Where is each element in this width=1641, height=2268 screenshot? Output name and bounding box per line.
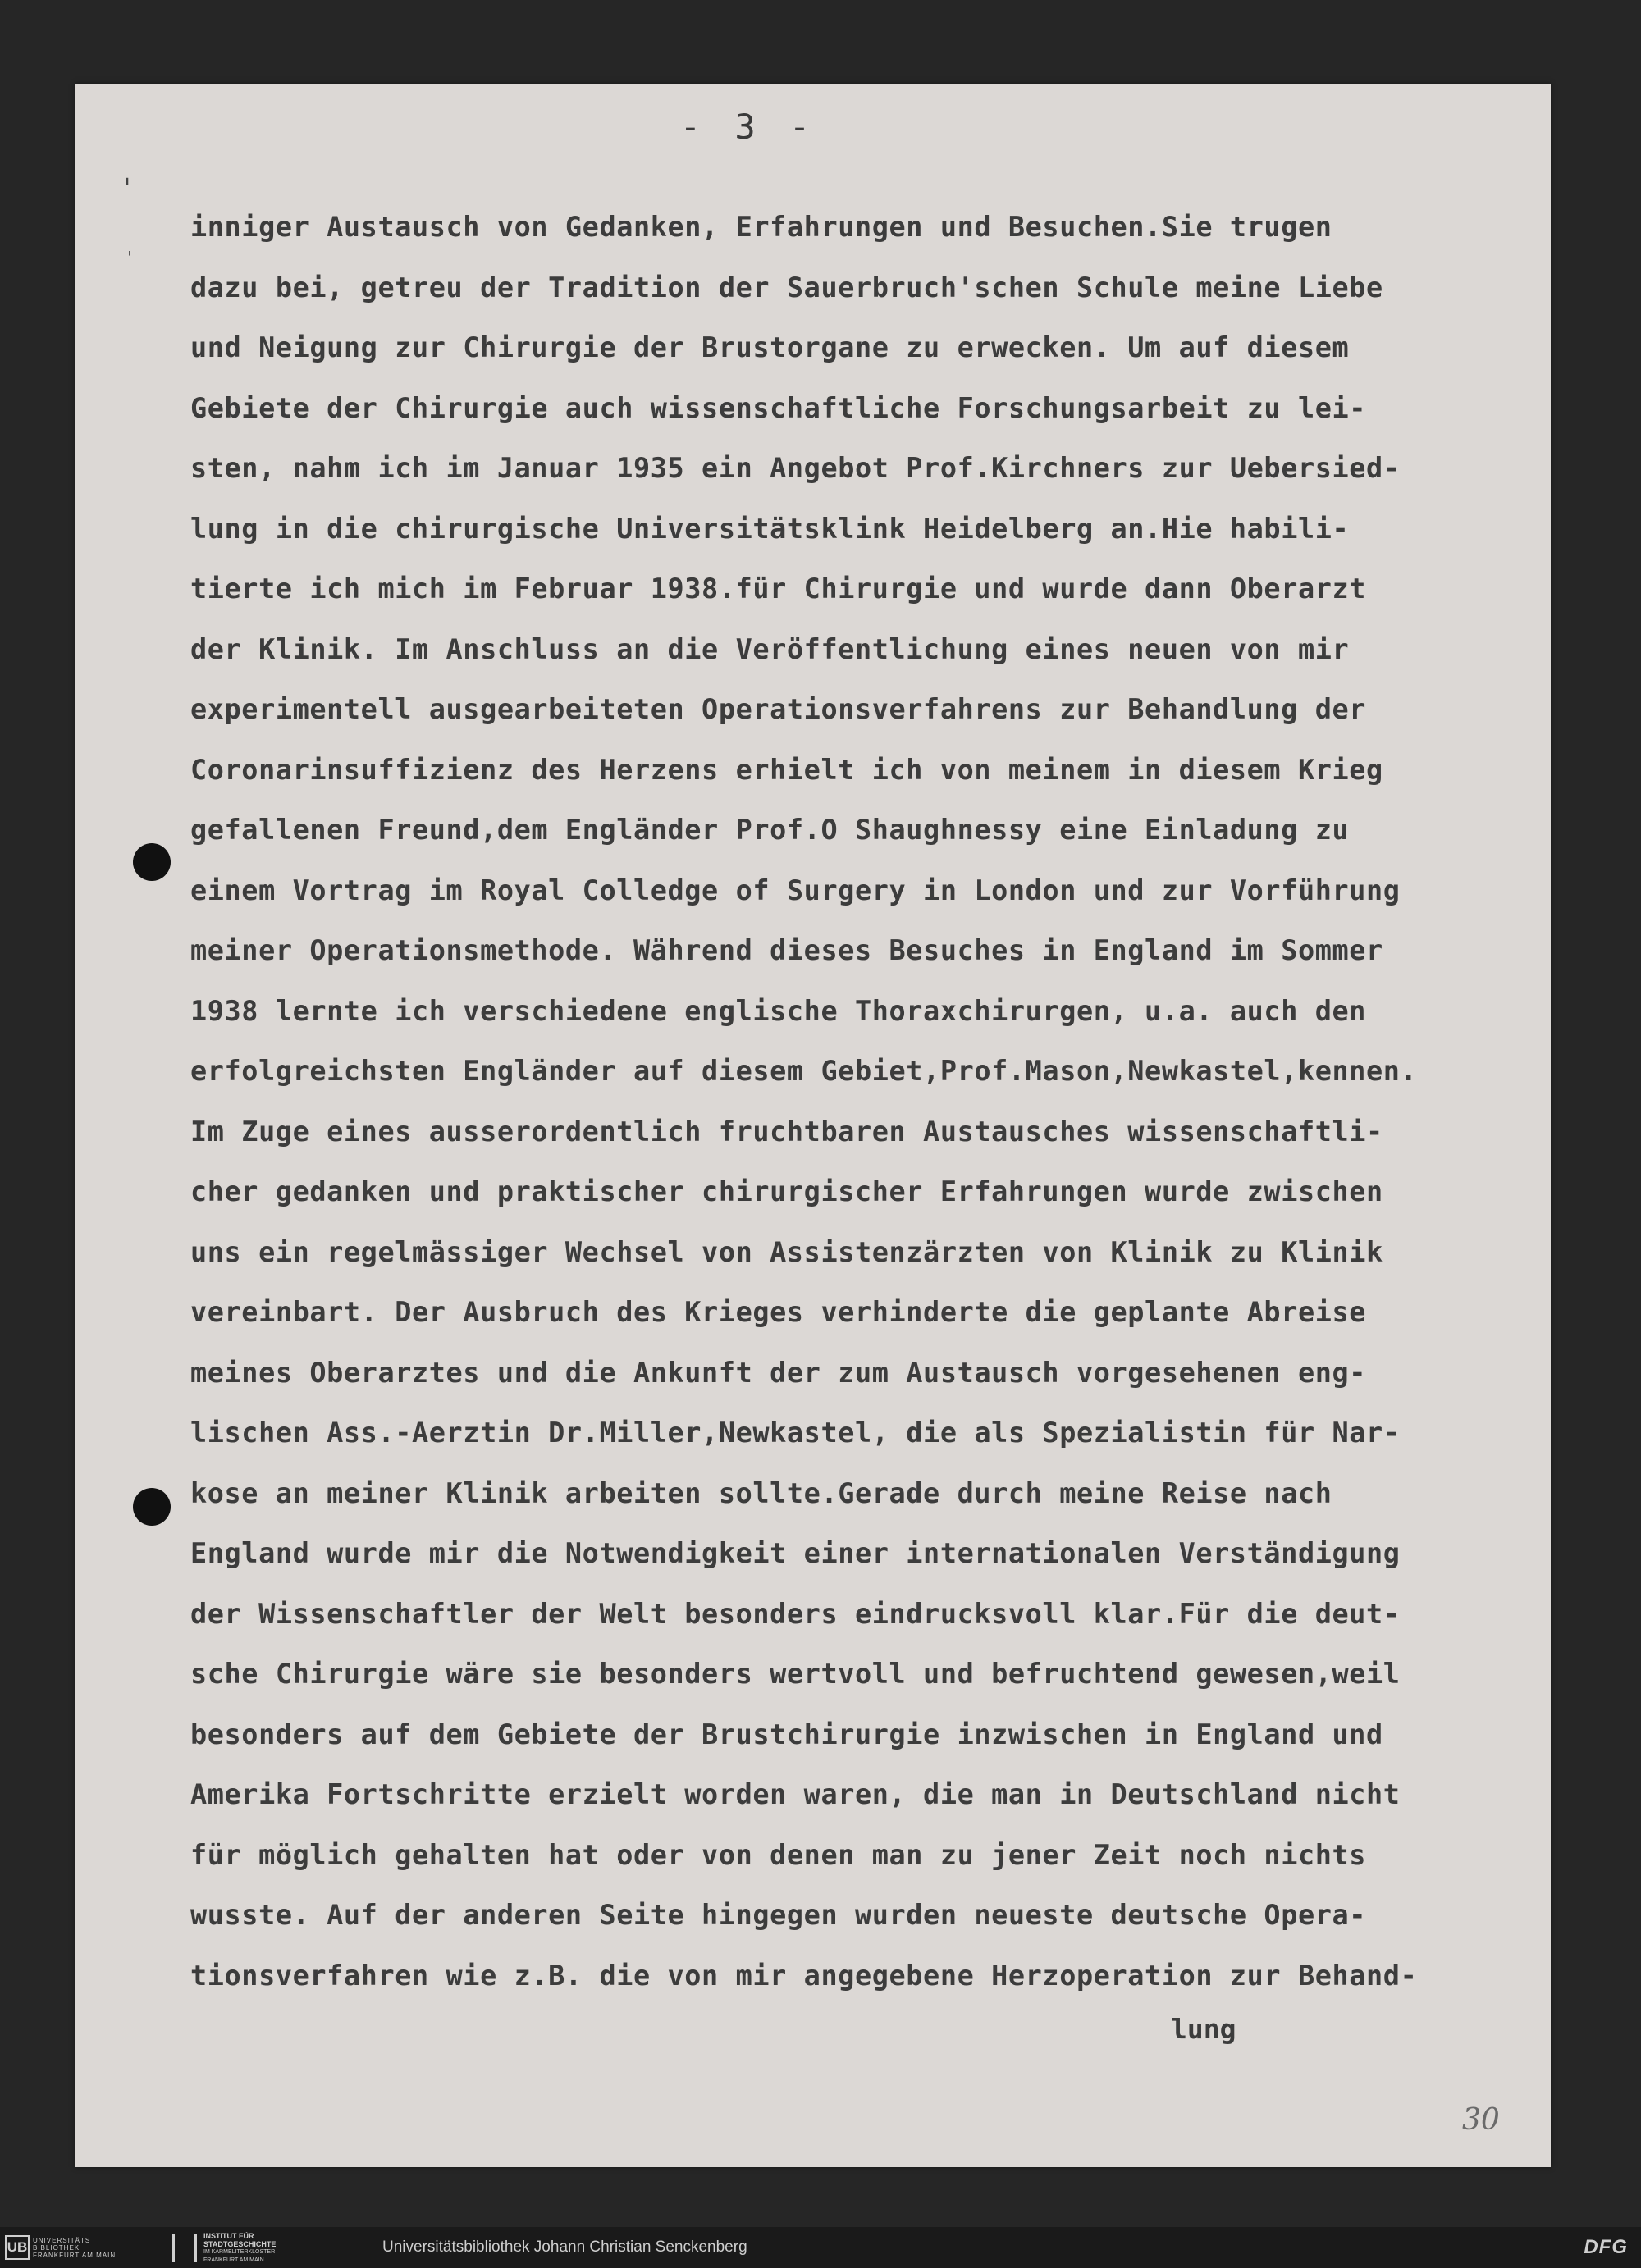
dfg-logo[interactable]: DFG bbox=[1584, 2236, 1628, 2258]
punch-hole bbox=[133, 843, 171, 881]
punch-hole bbox=[133, 1488, 171, 1526]
text-line: Amerika Fortschritte erzielt worden waren, die man in Deutschland nicht bbox=[190, 1778, 1401, 1810]
ub-logo[interactable] bbox=[5, 2234, 116, 2261]
text-line: England wurde mir die Notwendigkeit einer internationalen Verständigung bbox=[190, 1537, 1401, 1569]
margin-mark: ' bbox=[125, 248, 135, 267]
text-line: einem Vortrag im Royal Colledge of Surgery in London und zur Vorführung bbox=[190, 874, 1401, 906]
text-line: erfolgreichsten Engländer auf diesem Gebiet,Prof.Mason,Newkastel,kennen. bbox=[190, 1055, 1418, 1087]
text-line: der Wissenschaftler der Welt besonders eindrucksvoll klar.Für die deut- bbox=[190, 1597, 1401, 1630]
text-line: tionsverfahren wie z.B. die von mir angegebene Herzoperation zur Behand- bbox=[190, 1959, 1418, 1992]
text-line: Gebiete der Chirurgie auch wissenschaftliche Forschungsarbeit zu lei- bbox=[190, 391, 1367, 424]
text-line: meines Oberarztes und die Ankunft der zum Austausch vorgesehenen eng- bbox=[190, 1356, 1367, 1389]
text-line: vereinbart. Der Ausbruch des Krieges verhinderte die geplante Abreise bbox=[190, 1296, 1367, 1328]
library-name[interactable]: Universitätsbibliothek Johann Christian Senckenberg bbox=[382, 2238, 747, 2256]
folio-number: 30 bbox=[1462, 2103, 1500, 2137]
margin-mark: ' bbox=[120, 174, 135, 203]
text-line: experimentell ausgearbeiteten Operationsverfahrens zur Behandlung der bbox=[190, 693, 1367, 725]
text-line: wusste. Auf der anderen Seite hingegen wurden neueste deutsche Opera- bbox=[190, 1899, 1367, 1931]
institut-logo-mark bbox=[172, 2234, 197, 2262]
text-line: cher gedanken und praktischer chirurgischer Erfahrungen wurde zwischen bbox=[190, 1175, 1383, 1207]
text-line: gefallenen Freund,dem Engländer Prof.O Shaughnessy eine Einladung zu bbox=[190, 814, 1350, 846]
footer-bar bbox=[0, 2227, 1641, 2268]
text-line: Coronarinsuffizienz des Herzens erhielt ich von meinem in diesem Krieg bbox=[190, 753, 1383, 786]
text-line: besonders auf dem Gebiete der Brustchirurgie inzwischen in England und bbox=[190, 1718, 1383, 1750]
text-line: uns ein regelmässiger Wechsel von Assistenzärzten von Klinik zu Klinik bbox=[190, 1235, 1383, 1268]
text-line: tierte ich mich im Februar 1938.für Chirurgie und wurde dann Oberarzt bbox=[190, 573, 1367, 605]
text-line: inniger Austausch von Gedanken, Erfahrungen und Besuchen.Sie trugen bbox=[190, 211, 1332, 243]
text-line: Im Zuge eines ausserordentlich fruchtbaren Austausches wissenschaftli- bbox=[190, 1115, 1383, 1148]
page-number: - 3 - bbox=[679, 107, 817, 147]
ub-name: UNIVERSITÄTS bbox=[33, 2236, 91, 2244]
text-line: dazu bei, getreu der Tradition der Sauerbruch'schen Schule meine Liebe bbox=[190, 271, 1383, 303]
typewritten-text bbox=[190, 197, 1610, 2006]
document-page bbox=[75, 84, 1551, 2167]
ub-line: BIBLIOTHEK bbox=[33, 2243, 80, 2252]
text-line: lung in die chirurgische Universitätsklink Heidelberg an.Hie habili- bbox=[190, 512, 1350, 545]
ub-logo-text-group bbox=[33, 2237, 116, 2259]
text-line: der Klinik. Im Anschluss an die Veröffentlichung eines neuen von mir bbox=[190, 632, 1350, 665]
catchword: lung bbox=[1171, 2013, 1236, 2045]
text-line: lischen Ass.-Aerztin Dr.Miller,Newkastel, die als Spezialistin für Nar- bbox=[190, 1417, 1401, 1449]
text-line: 1938 lernte ich verschiedene englische Thoraxchirurgen, u.a. auch den bbox=[190, 994, 1367, 1027]
ub-logo-mark: UB bbox=[5, 2235, 30, 2260]
institut-sub-line: FRANKFURT AM MAIN bbox=[203, 2257, 264, 2263]
text-line: und Neigung zur Chirurgie der Brustorgane zu erwecken. Um auf diesem bbox=[190, 331, 1350, 363]
text-line: sten, nahm ich im Januar 1935 ein Angebot Prof.Kirchners zur Uebersied- bbox=[190, 452, 1401, 484]
institut-line: STADTGESCHICHTE bbox=[203, 2240, 277, 2248]
text-line: für möglich gehalten hat oder von denen man zu jener Zeit noch nichts bbox=[190, 1838, 1367, 1871]
text-line: sche Chirurgie wäre sie besonders wertvoll und befruchtend gewesen,weil bbox=[190, 1658, 1401, 1690]
institut-logo-text bbox=[203, 2232, 276, 2265]
institut-sub-line: IM KARMELITERKLOSTER bbox=[203, 2249, 276, 2255]
text-line: meiner Operationsmethode. Während dieses Besuches in England im Sommer bbox=[190, 934, 1383, 966]
institut-logo[interactable] bbox=[172, 2232, 276, 2265]
text-line: kose an meiner Klinik arbeiten sollte.Gerade durch meine Reise nach bbox=[190, 1476, 1332, 1509]
ub-line: FRANKFURT AM MAIN bbox=[33, 2251, 117, 2259]
institut-line: INSTITUT FÜR bbox=[203, 2232, 254, 2240]
